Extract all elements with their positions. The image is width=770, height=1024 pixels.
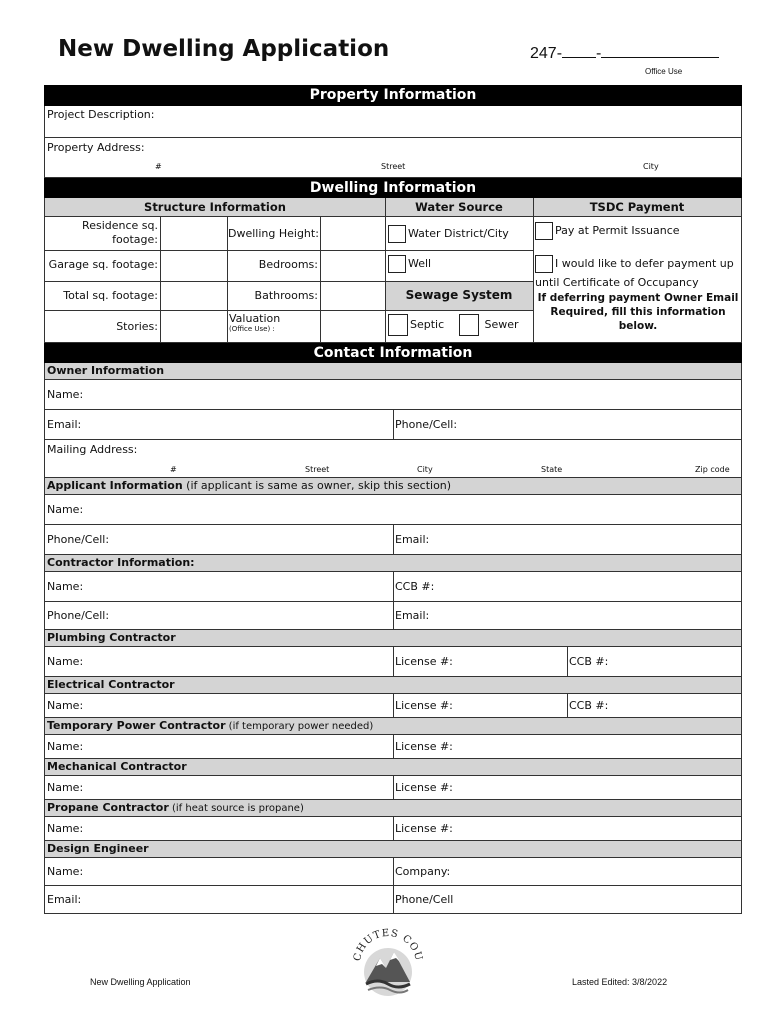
application-form (44, 85, 742, 914)
mailing-address-label: Mailing Address: (47, 443, 138, 456)
water-district-checkbox[interactable] (388, 225, 406, 243)
applicant-header-note: (if applicant is same as owner, skip this section) (182, 479, 452, 492)
applicant-info-header (44, 478, 742, 495)
svg-text:DESCHUTES COUNTY: CHUTES COU (352, 927, 425, 963)
total-sqft-label: Total sq. footage: (63, 289, 158, 302)
plumbing-license-label: License #: (395, 655, 453, 668)
electrical-header: Electrical Contractor (44, 677, 742, 694)
bathrooms-label: Bathrooms: (254, 289, 318, 302)
project-description-label: Project Description: (47, 108, 155, 121)
residence-sqft-label: Residence sq. footage: (82, 219, 158, 246)
temp-power-note: (if temporary power needed) (225, 721, 374, 732)
applicant-email-label: Email: (395, 533, 430, 546)
owner-email-label: Email: (47, 418, 82, 431)
owner-phone-label: Phone/Cell: (395, 418, 458, 431)
well-checkbox[interactable] (388, 255, 406, 273)
owner-name-row[interactable] (44, 380, 742, 410)
footer-form-name: New Dwelling Application (90, 977, 191, 987)
applicant-name-row[interactable] (44, 495, 742, 525)
mailing-city-label: City (417, 465, 433, 474)
applicant-phone-email-row[interactable] (44, 525, 742, 555)
design-phone-label: Phone/Cell (395, 893, 454, 906)
valuation-note: (Office Use) : (229, 325, 275, 333)
sewage-system-header: Sewage System (405, 288, 513, 302)
mailing-street-label: Street (305, 465, 330, 474)
owner-mailing-row[interactable] (44, 440, 742, 478)
applicant-phone-label: Phone/Cell: (47, 533, 110, 546)
deschutes-county-logo (346, 918, 430, 1002)
county-seal-icon (346, 918, 430, 1002)
temp-power-header (44, 718, 742, 735)
mechanical-license-label: License #: (395, 781, 453, 794)
design-engineer-header: Design Engineer (44, 841, 742, 858)
electrical-row[interactable] (44, 694, 742, 718)
mechanical-name-label: Name: (47, 781, 84, 794)
defer-payment-checkbox[interactable] (535, 255, 553, 273)
propane-header (44, 800, 742, 817)
septic-option[interactable]: Septic (388, 314, 444, 336)
applicant-name-label: Name: (47, 503, 84, 516)
propane-row[interactable] (44, 817, 742, 841)
contractor-email-label: Email: (395, 609, 430, 622)
temp-power-row[interactable] (44, 735, 742, 759)
mailing-state-label: State (541, 465, 563, 474)
defer-payment-note: If deferring payment Owner Email Required, fill this information below. (537, 292, 739, 332)
structure-header: Structure Information (144, 200, 286, 214)
property-info-bar: Property Information (44, 85, 742, 106)
pay-at-permit-option[interactable]: Pay at Permit Issuance (535, 222, 680, 240)
contractor-ccb-label: CCB #: (395, 580, 435, 593)
stories-label: Stories: (116, 320, 158, 333)
propane-name-label: Name: (47, 822, 84, 835)
pay-at-permit-checkbox[interactable] (535, 222, 553, 240)
plumbing-name-label: Name: (47, 655, 84, 668)
sewer-checkbox[interactable] (459, 314, 479, 336)
propane-license-label: License #: (395, 822, 453, 835)
mailing-hash-label: # (170, 465, 177, 474)
project-description-row[interactable] (44, 106, 742, 138)
plumbing-header: Plumbing Contractor (44, 630, 742, 647)
contractor-phone-label: Phone/Cell: (47, 609, 110, 622)
property-address-label: Property Address: (47, 141, 145, 154)
office-number-field-1[interactable] (562, 44, 596, 58)
well-option[interactable]: Well (388, 255, 431, 273)
address-street-label: Street (381, 162, 406, 171)
garage-sqft-label: Garage sq. footage: (48, 258, 158, 271)
bedrooms-label: Bedrooms: (258, 258, 318, 271)
property-address-row[interactable] (44, 138, 742, 178)
applicant-header-title: Applicant Information (47, 479, 183, 492)
office-number-prefix: 247- (530, 45, 563, 62)
office-number (530, 44, 719, 63)
contractor-info-header: Contractor Information: (44, 555, 742, 572)
propane-title: Propane Contractor (47, 801, 169, 814)
water-district-option[interactable]: Water District/City (388, 225, 509, 243)
contractor-name-label: Name: (47, 580, 84, 593)
design-name-row[interactable] (44, 858, 742, 886)
contact-info-bar: Contact Information (44, 343, 742, 363)
plumbing-row[interactable] (44, 647, 742, 677)
contractor-name-row[interactable] (44, 572, 742, 602)
dwelling-subheaders (44, 198, 742, 217)
structure-values[interactable] (161, 217, 227, 343)
dwelling-grid (44, 217, 742, 343)
septic-checkbox[interactable] (388, 314, 408, 336)
address-city-label: City (643, 162, 659, 171)
defer-payment-option[interactable]: I would like to defer payment up (535, 255, 734, 273)
defer-payment-line2: until Certificate of Occupancy (535, 276, 699, 289)
owner-name-label: Name: (47, 388, 84, 401)
design-name-label: Name: (47, 865, 84, 878)
temp-power-license-label: License #: (395, 740, 453, 753)
electrical-name-label: Name: (47, 699, 84, 712)
valuation-label: Valuation (229, 312, 281, 325)
mailing-zip-label: Zip code (695, 465, 730, 474)
owner-email-phone-row[interactable] (44, 410, 742, 440)
design-email-row[interactable] (44, 886, 742, 914)
page-title: New Dwelling Application (58, 36, 390, 62)
dwelling-height-label: Dwelling Height: (228, 227, 319, 240)
owner-info-header: Owner Information (44, 363, 742, 380)
office-use-label: Office Use (645, 67, 683, 76)
contractor-phone-email-row[interactable] (44, 602, 742, 630)
temp-power-name-label: Name: (47, 740, 84, 753)
temp-power-title: Temporary Power Contractor (47, 719, 226, 732)
tsdc-header: TSDC Payment (589, 200, 685, 214)
mechanical-row[interactable] (44, 776, 742, 800)
mechanical-header: Mechanical Contractor (44, 759, 742, 776)
dwelling-info-bar: Dwelling Information (44, 178, 742, 198)
office-number-sep: - (596, 45, 602, 62)
office-number-field-2[interactable] (601, 44, 719, 58)
design-email-label: Email: (47, 893, 82, 906)
design-company-label: Company: (395, 865, 451, 878)
propane-note: (if heat source is propane) (168, 803, 304, 814)
address-hash-label: # (155, 162, 162, 171)
water-source-header: Water Source (415, 200, 503, 214)
sewer-option[interactable]: Sewer (459, 314, 519, 336)
plumbing-ccb-label: CCB #: (569, 655, 609, 668)
electrical-ccb-label: CCB #: (569, 699, 609, 712)
electrical-license-label: License #: (395, 699, 453, 712)
footer-last-edited: Lasted Edited: 3/8/2022 (572, 977, 668, 987)
